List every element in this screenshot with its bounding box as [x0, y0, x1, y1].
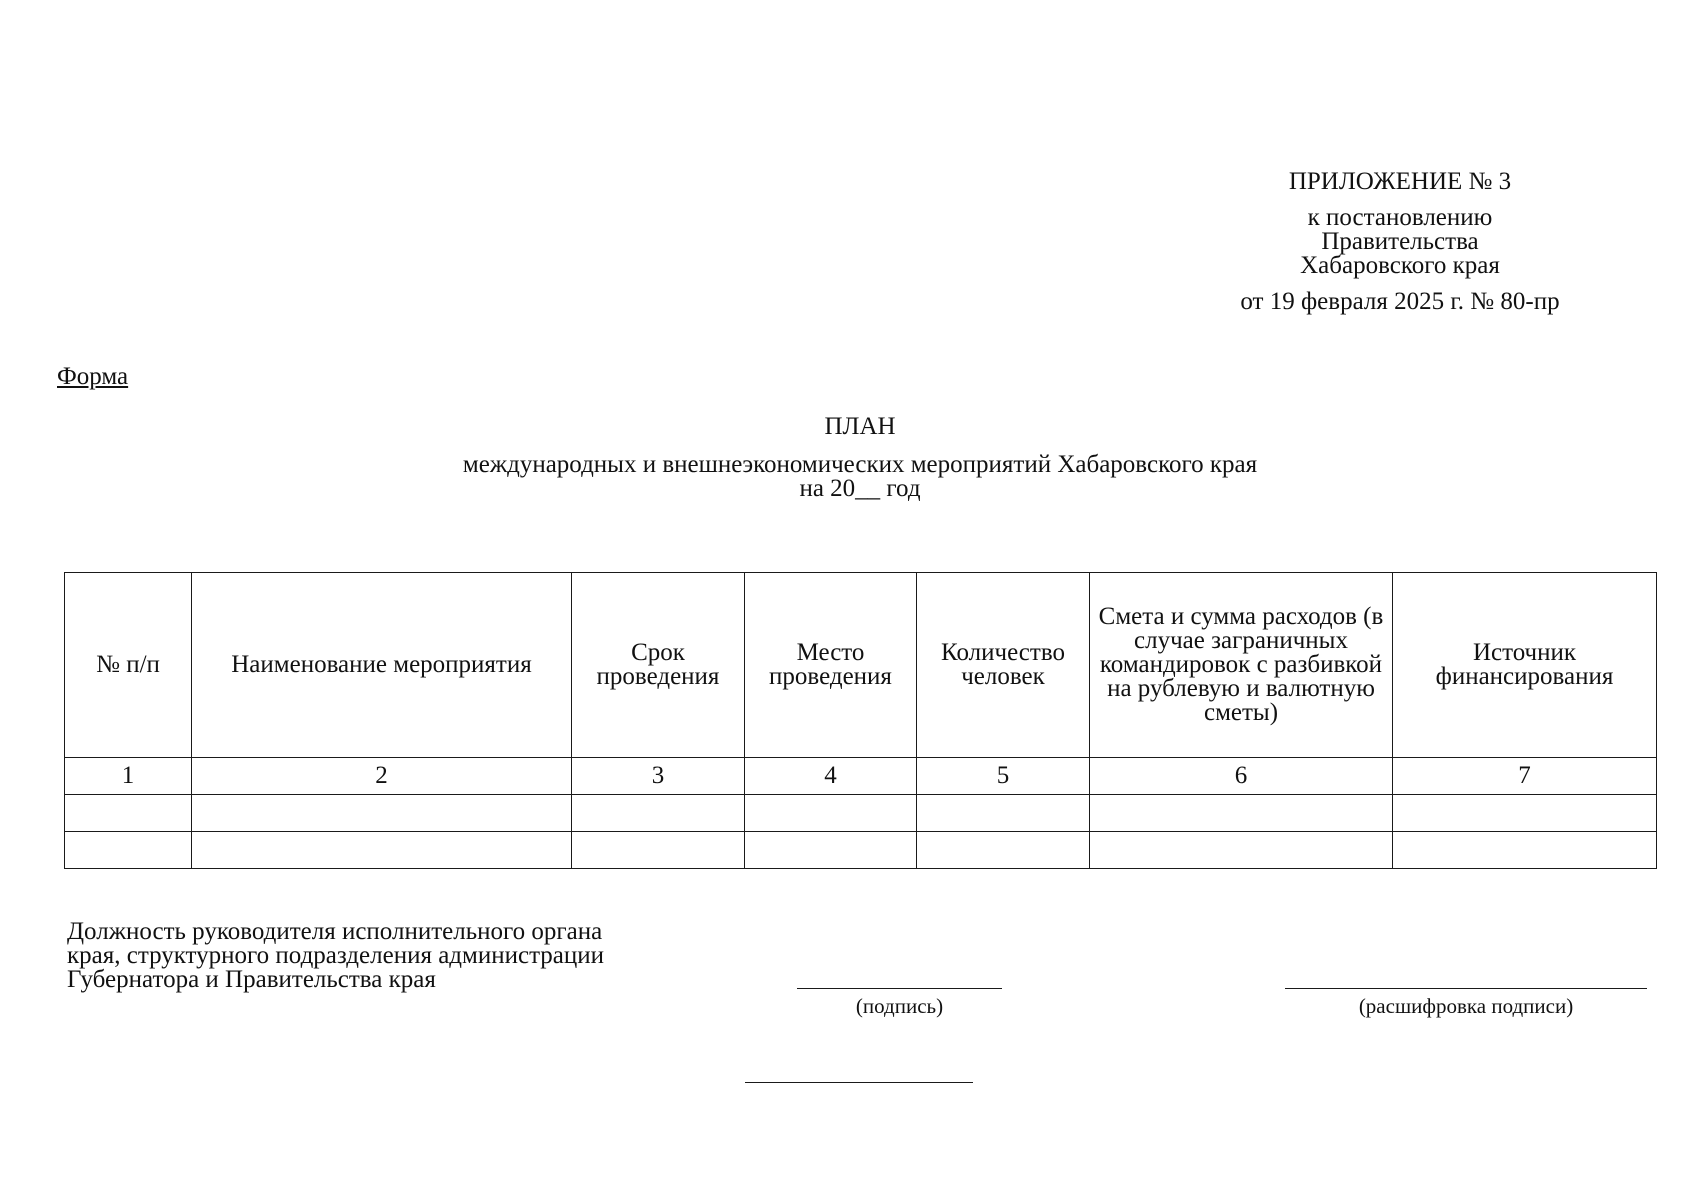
column-number-row — [65, 758, 1657, 795]
signature-decoding-line — [1285, 988, 1647, 989]
empty-cell — [192, 832, 572, 869]
column-number: 1 — [65, 758, 192, 795]
column-number: 4 — [745, 758, 917, 795]
empty-cell — [1090, 832, 1393, 869]
header-number: № п/п — [65, 573, 192, 758]
document-heading — [300, 415, 1420, 501]
empty-cell — [1393, 795, 1657, 832]
signer-line-1: Должность руководителя исполнительного органа — [67, 918, 603, 945]
header-event-name: Наименование мероприятия — [192, 573, 572, 758]
header-place: Место проведения — [745, 573, 917, 758]
column-number: 5 — [917, 758, 1090, 795]
header-date: Срок проведения — [572, 573, 745, 758]
column-number: 6 — [1090, 758, 1393, 795]
date-line — [745, 1082, 973, 1083]
column-number: 2 — [192, 758, 572, 795]
column-number: 7 — [1393, 758, 1657, 795]
empty-cell — [572, 832, 745, 869]
column-number: 3 — [572, 758, 745, 795]
appendix-line-1: к постановлению — [1307, 204, 1493, 231]
empty-cell — [192, 795, 572, 832]
empty-cell — [572, 795, 745, 832]
plan-table — [64, 572, 1657, 869]
empty-cell — [1393, 832, 1657, 869]
appendix-line-2: Правительства — [1321, 228, 1479, 255]
signature-caption: (подпись) — [855, 994, 944, 1018]
appendix-title: ПРИЛОЖЕНИЕ № 3 — [1288, 168, 1512, 195]
empty-cell — [745, 832, 917, 869]
empty-cell — [65, 832, 192, 869]
table-row — [65, 795, 1657, 832]
header-funding-source: Источник финансирования — [1393, 573, 1657, 758]
signature-line — [797, 988, 1002, 989]
empty-cell — [917, 795, 1090, 832]
appendix-block — [1180, 170, 1620, 314]
empty-cell — [1090, 795, 1393, 832]
appendix-date: от 19 февраля 2025 г. № 80-пр — [1240, 288, 1560, 315]
signer-line-3: Губернатора и Правительства края — [67, 966, 436, 993]
signature-decoding-caption: (расшифровка подписи) — [1358, 994, 1574, 1018]
signer-line-2: края, структурного подразделения администрации — [67, 942, 605, 969]
header-people-count: Количество человек — [917, 573, 1090, 758]
heading-subtitle-line-2: на 20__ год — [799, 475, 921, 502]
empty-cell — [917, 832, 1090, 869]
form-label: Форма — [57, 363, 129, 390]
table-row — [65, 832, 1657, 869]
signer-position — [67, 920, 707, 992]
appendix-line-3: Хабаровского края — [1300, 252, 1500, 279]
heading-title: ПЛАН — [824, 413, 896, 440]
empty-cell — [65, 795, 192, 832]
header-estimate: Смета и сумма расходов (в случае заграничных командировок с разбивкой на рублевую и валютную сметы) — [1090, 573, 1393, 758]
heading-subtitle-line-1: международных и внешнеэкономических мероприятий Хабаровского края — [462, 451, 1258, 478]
empty-cell — [745, 795, 917, 832]
table-header-row — [65, 573, 1657, 758]
